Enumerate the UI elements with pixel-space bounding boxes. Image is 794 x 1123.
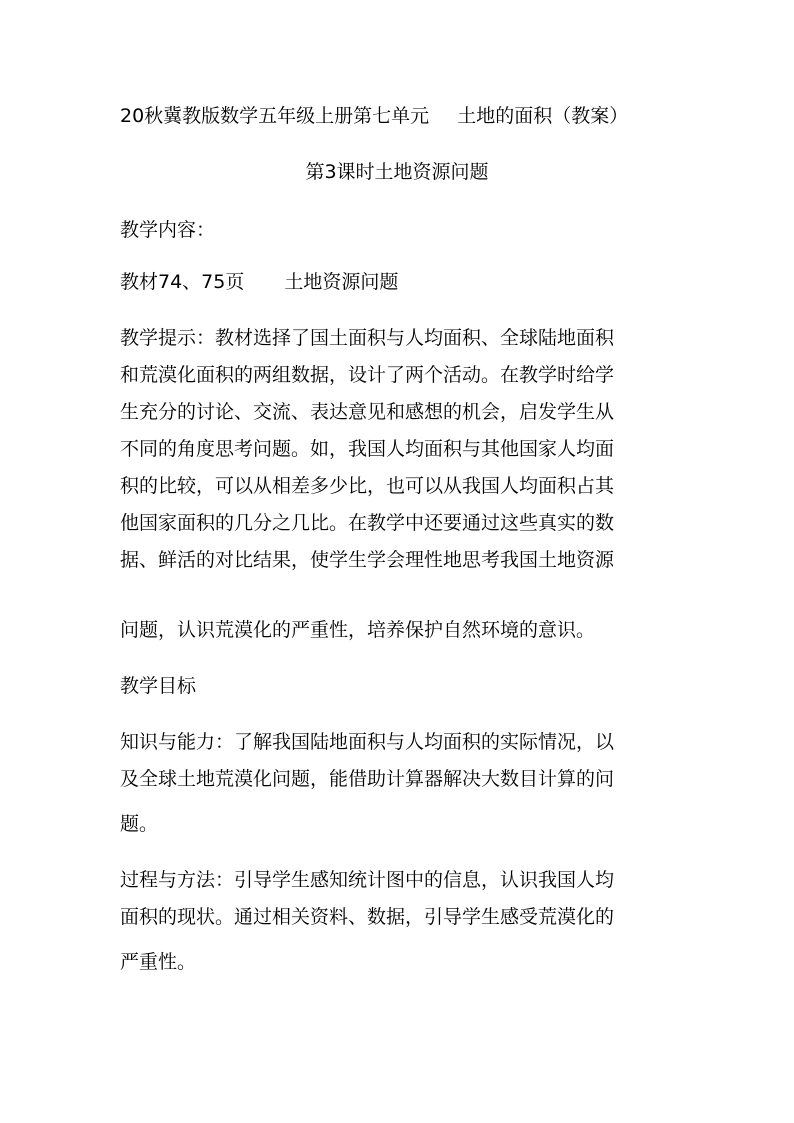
- lesson-subtitle: 第3课时土地资源问题: [305, 161, 489, 183]
- content-topic: 土地资源问题: [284, 271, 399, 293]
- title-part-1: 20秋冀教版数学五年级上册第七单元: [120, 105, 430, 127]
- tips-line: 教学提示：教材选择了国土面积与人均面积、全球陆地面积: [120, 327, 615, 349]
- content-pages: 教材74、75页: [120, 271, 245, 293]
- process-line: 过程与方法：引导学生感知统计图中的信息，认识我国人均: [120, 869, 615, 891]
- document-title: [120, 102, 628, 130]
- tips-line: 生充分的讨论、交流、表达意见和感想的机会，启发学生从: [120, 401, 615, 423]
- tips-line: 他国家面积的几分之几比。在教学中还要通过这些真实的数: [120, 512, 615, 534]
- tips-line: 据、鲜活的对比结果，使学生学会理性地思考我国土地资源: [120, 549, 615, 571]
- content-heading: 教学内容：: [120, 219, 216, 241]
- knowledge-line: 知识与能力：了解我国陆地面积与人均面积的实际情况，以: [120, 731, 615, 753]
- goals-heading: 教学目标: [120, 675, 197, 697]
- tips-line: 不同的角度思考问题。如，我国人均面积与其他国家人均面: [120, 438, 615, 460]
- title-part-2: 土地的面积（教案）: [457, 105, 629, 127]
- knowledge-line: 及全球土地荒漠化问题，能借助计算器解决大数目计算的问: [120, 768, 615, 790]
- process-line: 面积的现状。通过相关资料、数据，引导学生感受荒漠化的: [120, 906, 615, 928]
- tips-line: 和荒漠化面积的两组数据，设计了两个活动。在教学时给学: [120, 364, 615, 386]
- tips-line: 问题，认识荒漠化的严重性，培养保护自然环境的意识。: [120, 619, 596, 641]
- knowledge-line: 题。: [120, 813, 159, 835]
- tips-line: 积的比较，可以从相差多少比，也可以从我国人均面积占其: [120, 475, 615, 497]
- content-pages-line: [120, 268, 680, 296]
- process-line: 严重性。: [120, 951, 197, 973]
